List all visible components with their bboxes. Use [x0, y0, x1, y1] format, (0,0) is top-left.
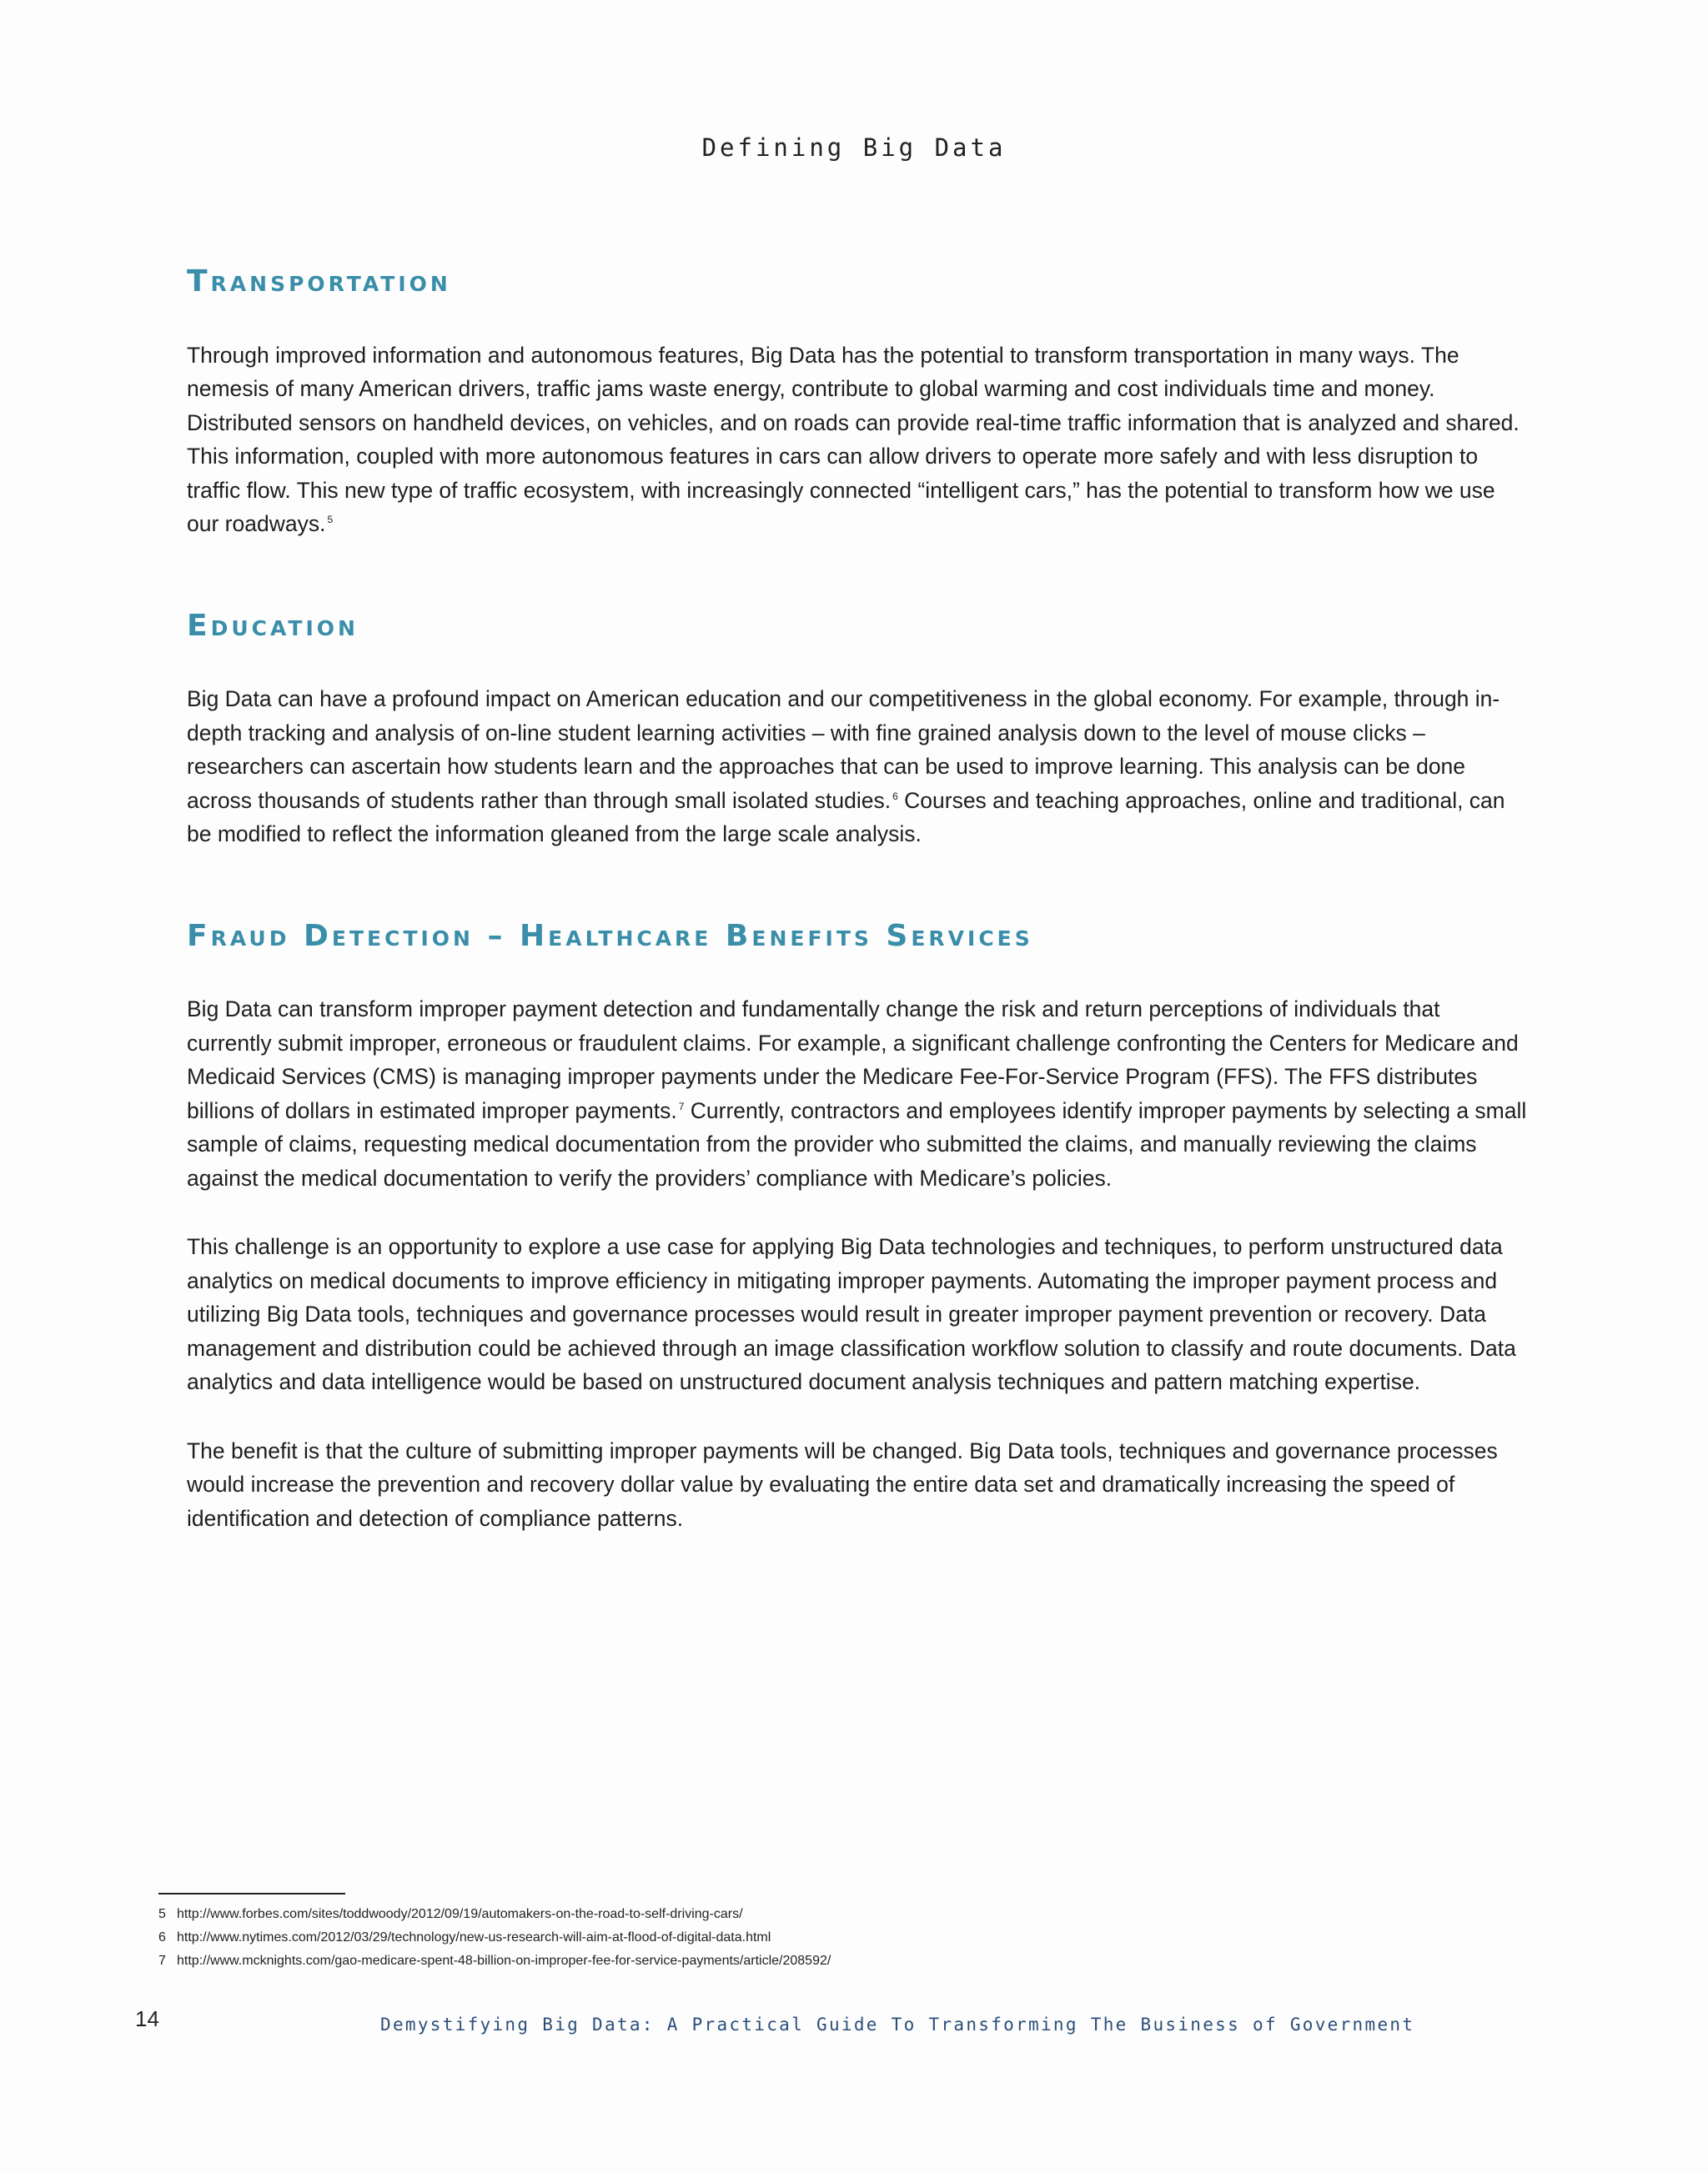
section-fraud-detection	[187, 920, 1530, 1536]
paragraph-text: Currently, contractors and employees identify improper payments by selecting a small sample of claims, requesting medical documentation from the provider who submitted the claims, and manually reviewing the claims against the medical documentation to verify the providers’ compliance with Medicare’s policies.	[187, 1097, 1527, 1191]
footnotes	[158, 1903, 1576, 1973]
paragraph-text: Big Data can have a profound impact on American education and our competitiveness in the global economy. For example, through in-depth tracking and analysis of on-line student learning activities – with fine grained analysis down to the level of mouse clicks – researchers can ascertain how students learn and the approaches that can be used to improve learning. This analysis can be done across thousands of students rather than through small isolated studies.	[187, 686, 1500, 813]
footnote	[158, 1903, 1576, 1926]
section-heading: Education	[187, 608, 359, 643]
footnote-ref[interactable]: 5	[327, 514, 334, 526]
paragraph-text: Through improved information and autonomous features, Big Data has the potential to transform transportation in many ways. The nemesis of many American drivers, traffic jams waste energy, contribute to global warming and cost individuals time and money. Distributed sensors on handheld devices, on vehicles, and on roads can provide real-time traffic information that is analyzed and shared. This information, coupled with more autonomous features in cars can allow drivers to operate more safely and with less disruption to traffic flow. This new type of traffic ecosystem, with increasingly connected “intelligent cars,” has the potential to transform how we use our roadways.	[187, 342, 1520, 537]
footnote-link[interactable]: http://www.mcknights.com/gao-medicare-spent-48-billion-on-improper-fee-for-service-payments/article/208592/	[177, 1954, 831, 1968]
footnote-ref[interactable]: 7	[678, 1100, 685, 1112]
paragraph-text: Courses and teaching approaches, online and traditional, can be modified to reflect the information gleaned from the large scale analysis.	[187, 787, 1505, 847]
footnote-number: 5	[158, 1907, 166, 1921]
section-education	[187, 610, 1530, 851]
paragraph	[187, 339, 1530, 541]
paragraph: The benefit is that the culture of submitting improper payments will be changed. Big Data tools, techniques and governance processes would increase the prevention and recovery dollar value by evaluating the entire data set and dramatically increasing the speed of identification and detection of compliance patterns.	[187, 1438, 1498, 1531]
footnote-ref[interactable]: 6	[892, 790, 898, 802]
page-content	[187, 265, 1530, 1570]
footnote-number: 6	[158, 1930, 166, 1945]
footnote-link[interactable]: http://www.forbes.com/sites/toddwoody/2012/09/19/automakers-on-the-road-to-self-driving-cars/	[177, 1907, 743, 1921]
running-header: Defining Big Data	[701, 133, 1007, 162]
paragraph	[187, 682, 1530, 851]
paragraph: This challenge is an opportunity to explore a use case for applying Big Data technologies and techniques, to perform unstructured data analytics on medical documents to improve efficiency in mitigating improper payments. Automating the improper payment process and utilizing Big Data tools, techniques and governance processes would result in greater improper payment prevention or recovery. Data management and distribution could be achieved through an image classification workflow solution to classify and route documents. Data analytics and data intelligence would be based on unstructured document analysis techniques and pattern matching expertise.	[187, 1234, 1516, 1395]
running-footer: Demystifying Big Data: A Practical Guide To Transforming The Business of Government	[380, 2015, 1415, 2035]
footnote-divider	[158, 1893, 345, 1894]
section-heading: Fraud Detection – Healthcare Benefits Services	[187, 918, 1033, 953]
section-transportation	[187, 265, 1530, 541]
paragraph-text: Big Data can transform improper payment detection and fundamentally change the risk and return perceptions of individuals that currently submit improper, erroneous or fraudulent claims. For example, a significant challenge confronting the Centers for Medicare and Medicaid Services (CMS) is managing improper payments under the Medicare Fee-For-Service Program (FFS). The FFS distributes billions of dollars in estimated improper payments.	[187, 996, 1519, 1123]
footnote-link[interactable]: http://www.nytimes.com/2012/03/29/technology/new-us-research-will-aim-at-flood-of-digital-data.html	[177, 1930, 771, 1945]
footnote	[158, 1926, 1576, 1950]
paragraph	[187, 992, 1530, 1195]
footnote	[158, 1950, 1576, 1973]
section-heading: Transportation	[187, 264, 451, 299]
page-number: 14	[135, 2006, 159, 2031]
footnote-number: 7	[158, 1954, 166, 1968]
